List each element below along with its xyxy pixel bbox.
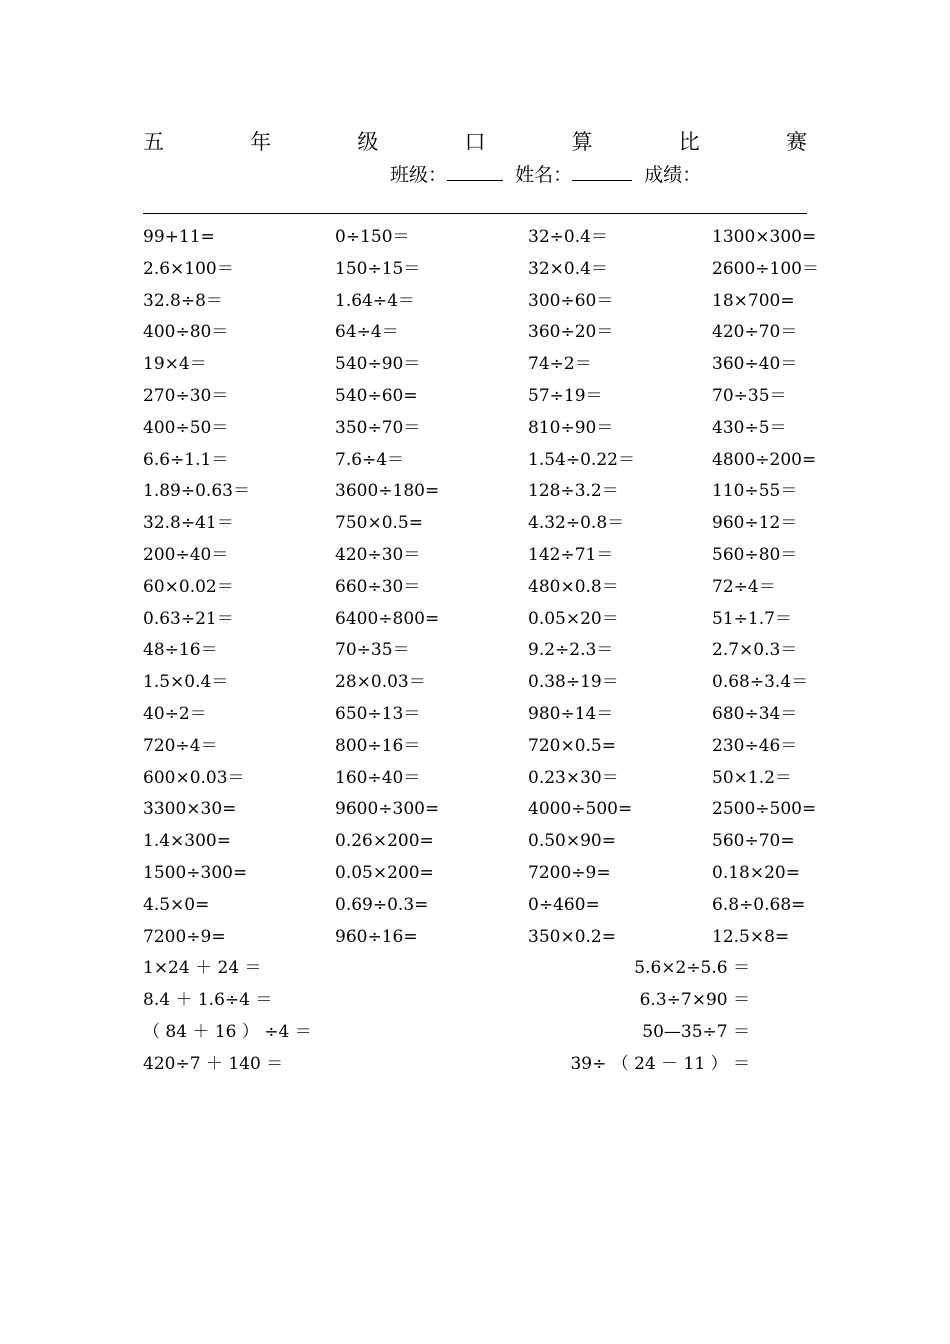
mixed-problem-item: 6.3÷7×90 ＝	[639, 990, 750, 1011]
problem-item: 560÷80＝	[712, 545, 798, 565]
problem-item: 200÷40＝	[143, 545, 229, 565]
student-info	[390, 160, 701, 187]
problem-item: 680÷34＝	[712, 704, 798, 724]
problem-item: 150÷15＝	[335, 258, 421, 279]
problem-item: 360÷20＝	[528, 322, 614, 343]
problem-item: 160÷40＝	[335, 767, 421, 788]
problem-item: 32÷0.4＝	[528, 227, 608, 247]
problem-item: 3300×30=	[143, 799, 237, 820]
problem-item: 650÷13＝	[335, 704, 421, 724]
problem-item: 60×0.02＝	[143, 576, 234, 597]
class-label: 班级：	[390, 164, 448, 186]
problem-item: 28×0.03＝	[335, 672, 426, 693]
problem-item: 230÷46＝	[712, 735, 798, 756]
problem-item: 0.69÷0.3=	[335, 894, 429, 915]
problem-item: 600×0.03＝	[143, 767, 245, 788]
problem-item: 810÷90＝	[528, 417, 614, 438]
mixed-problem-item: 1×24 ＋ 24 ＝	[143, 958, 262, 979]
title-char: 算	[571, 130, 593, 154]
problem-item: 48÷16＝	[143, 640, 218, 661]
problem-item: 0.63÷21＝	[143, 608, 234, 629]
problem-item: 3600÷180=	[335, 481, 440, 502]
problem-item: 19×4＝	[143, 354, 207, 375]
problem-item: 0.05×200=	[335, 863, 434, 883]
title-char: 级	[357, 130, 379, 154]
problem-item: 7200÷9=	[528, 863, 611, 883]
mixed-problem-item: 420÷7 ＋ 140 ＝	[143, 1053, 284, 1074]
problem-item: 99+11=	[143, 227, 215, 247]
problem-item: 4.5×0=	[143, 894, 210, 915]
title-char: 年	[250, 130, 272, 154]
problem-item: 32.8÷41＝	[143, 513, 234, 534]
problem-item: 6.8÷0.68=	[712, 894, 806, 915]
problem-item: 660÷30＝	[335, 576, 421, 597]
problem-item: 2500÷500=	[712, 799, 817, 820]
problem-item: 50×1.2＝	[712, 767, 792, 788]
problem-item: 0.26×200=	[335, 831, 434, 852]
problem-item: 18×700=	[712, 290, 795, 311]
problem-item: 540÷60=	[335, 386, 418, 406]
score-label: 成绩：	[644, 164, 702, 186]
problem-item: 4800÷200=	[712, 449, 817, 470]
problem-item: 540÷90＝	[335, 354, 421, 375]
problem-item: 4.32÷0.8＝	[528, 513, 625, 534]
problem-item: 480×0.8＝	[528, 576, 619, 597]
problem-item: 1500÷300=	[143, 863, 248, 883]
problem-item: 0.23×30＝	[528, 767, 619, 788]
problem-item: 4000÷500=	[528, 799, 633, 820]
problem-item: 1300×300=	[712, 227, 817, 247]
problem-item: 7.6÷4＝	[335, 449, 405, 470]
problem-item: 0÷150＝	[335, 227, 410, 247]
problem-item: 800÷16＝	[335, 735, 421, 756]
problem-item: 1.5×0.4＝	[143, 672, 229, 693]
problem-item: 960÷16=	[335, 926, 418, 947]
problem-item: 420÷70＝	[712, 322, 798, 343]
problem-item: 40÷2＝	[143, 704, 207, 724]
problem-item: 400÷50＝	[143, 417, 229, 438]
problem-item: 2.6×100＝	[143, 258, 234, 279]
problem-item: 2600÷100＝	[712, 258, 819, 279]
problem-item: 1.89÷0.63＝	[143, 481, 250, 502]
problem-item: 350×0.2=	[528, 926, 616, 947]
problem-item: 750×0.5=	[335, 513, 423, 534]
problem-item: 6.6÷1.1＝	[143, 449, 229, 470]
problem-item: 128÷3.2＝	[528, 481, 619, 502]
problem-item: 430÷5＝	[712, 417, 787, 438]
problem-item: 1.4×300=	[143, 831, 231, 852]
mixed-problem-item: 39÷ （ 24 － 11 ） ＝	[570, 1053, 750, 1074]
problem-item: 720÷4＝	[143, 735, 218, 756]
problem-item: 0.50×90=	[528, 831, 616, 852]
title-char: 五	[143, 130, 164, 154]
problem-item: 7200÷9=	[143, 926, 226, 947]
problem-item: 0.18×20=	[712, 863, 800, 883]
problem-item: 400÷80＝	[143, 322, 229, 343]
problem-item: 0.05×20＝	[528, 608, 619, 629]
problem-item: 72÷4＝	[712, 576, 776, 597]
problem-item: 110÷55＝	[712, 481, 798, 502]
name-label: 姓名：	[515, 164, 573, 186]
title-char: 口	[464, 130, 486, 154]
problem-item: 32.8÷8＝	[143, 290, 223, 311]
title-char: 比	[678, 130, 700, 154]
mixed-problem-item: （ 84 ＋ 16 ） ÷4 ＝	[143, 1022, 312, 1042]
problem-item: 560÷70=	[712, 831, 795, 852]
problem-item: 70÷35＝	[335, 640, 410, 661]
problem-item: 350÷70＝	[335, 417, 421, 438]
problem-item: 1.54÷0.22＝	[528, 449, 635, 470]
problem-item: 9.2÷2.3＝	[528, 640, 614, 661]
problem-item: 32×0.4＝	[528, 258, 608, 279]
problem-item: 0.68÷3.4＝	[712, 672, 809, 693]
problem-item: 960÷12＝	[712, 513, 798, 534]
mixed-problem-item: 5.6×2÷5.6 ＝	[634, 958, 750, 979]
class-blank[interactable]	[447, 162, 503, 181]
problem-item: 300÷60＝	[528, 290, 614, 311]
problem-item: 2.7×0.3＝	[712, 640, 798, 661]
problem-item: 1.64÷4＝	[335, 290, 415, 311]
problem-item: 142÷71＝	[528, 545, 614, 565]
problem-item: 12.5×8=	[712, 926, 790, 947]
problem-item: 420÷30＝	[335, 545, 421, 565]
mixed-problem-item: 50—35÷7 ＝	[642, 1022, 750, 1042]
problem-item: 74÷2＝	[528, 354, 592, 375]
mixed-problem-item: 8.4 ＋ 1.6÷4 ＝	[143, 990, 273, 1011]
problem-item: 980÷14＝	[528, 704, 614, 724]
problem-item: 0÷460=	[528, 894, 600, 915]
problem-item: 720×0.5=	[528, 735, 616, 756]
page-title	[143, 126, 807, 156]
problem-item: 6400÷800=	[335, 608, 440, 629]
problem-item: 64÷4＝	[335, 322, 399, 343]
header-divider	[143, 213, 807, 214]
problem-item: 0.38÷19＝	[528, 672, 619, 693]
problem-item: 70÷35＝	[712, 386, 787, 406]
name-blank[interactable]	[572, 162, 632, 181]
problem-item: 360÷40＝	[712, 354, 798, 375]
problem-item: 51÷1.7＝	[712, 608, 792, 629]
title-char: 赛	[785, 130, 807, 154]
problem-item: 270÷30＝	[143, 386, 229, 406]
problem-item: 57÷19＝	[528, 386, 603, 406]
problem-item: 9600÷300=	[335, 799, 440, 820]
